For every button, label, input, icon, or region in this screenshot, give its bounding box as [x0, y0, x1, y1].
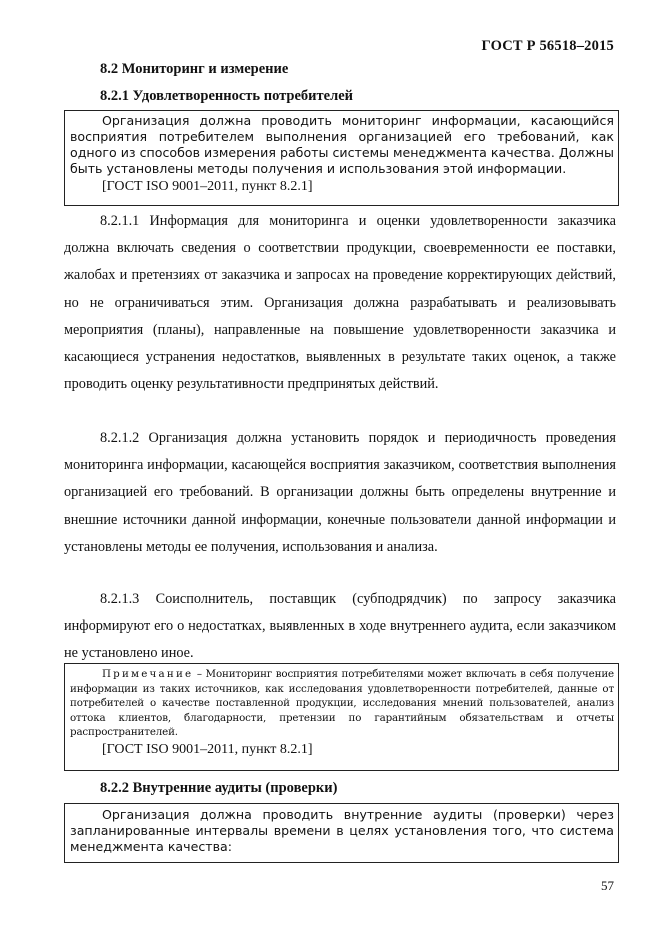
subsection-heading-8-2-1: 8.2.1 Удовлетворенность потребителей — [100, 88, 354, 104]
note-citation: [ГОСТ ISO 9001–2011, пункт 8.2.1] — [102, 741, 313, 757]
paragraph-8-2-1-2: 8.2.1.2 Организация должна установить порядок и периодичность проведения мониторинга информации, касающейся восприятия заказчиком, соответствия выполнения организацией его требований. В организации должны быть определены внутренние и внешние источники данной информации, конечные пользователи данной информации и установлены методы ее получения, использования и анализа. — [64, 430, 616, 555]
quoted-requirement-box — [64, 110, 619, 206]
paragraph-8-2-1-1: 8.2.1.1 Информация для мониторинга и оценки удовлетворенности заказчика должна включать сведения о соответствии продукции, своевременности ее поставки, жалобах и претензиях от заказчика и запросах на проведение корректирующих действий, но не ограничиваться этим. Организация должна разрабатывать и реализовывать мероприятия (планы), направленные на повышение удовлетворенности заказчика и касающиеся устранения недостатков, выявленных в результате таких оценок, а также проводить оценку результативности предпринятых действий. — [64, 213, 616, 393]
quoted-requirement-text: Организация должна проводить мониторинг информации, касающийся восприятия потребителем выполнения организацией его требований, как одного из способов измерения работы системы менеджмента качества. Должны быть установлены методы получения и использования этой информации. — [70, 113, 614, 176]
paragraph-8-2-1-3: 8.2.1.3 Соисполнитель, поставщик (субподрядчик) по запросу заказчика информируют его о недостатках, выявленных в ходе внутреннего аудита, если заказчиком не установлено иное. — [64, 591, 616, 662]
page-number: 57 — [601, 878, 614, 893]
note-paragraph — [70, 667, 614, 740]
note-label: Примечание — [102, 668, 194, 680]
quoted-audit-requirement-text: Организация должна проводить внутренние аудиты (проверки) через запланированные интервалы времени в целях установления того, что система менеджмента качества: — [70, 807, 614, 854]
note-text: – Мониторинг восприятия потребителями может включать в себя получение информации из таких источников, как исследования удовлетворенности потребителей, данные от потребителей о качестве поставленной продукции, исследования мнений пользователей, анализ оттока клиентов, благодарности, претензии по гарантийным обязательствам и отчеты распространителей. — [70, 668, 614, 738]
section-heading: 8.2 Мониторинг и измерение — [100, 61, 289, 77]
quoted-audit-requirement-box — [64, 803, 619, 863]
quoted-requirement-citation: [ГОСТ ISO 9001–2011, пункт 8.2.1] — [102, 179, 313, 194]
note-box — [64, 663, 619, 771]
document-code-header: ГОСТ Р 56518–2015 — [481, 38, 614, 54]
subsection-heading-8-2-2: 8.2.2 Внутренние аудиты (проверки) — [100, 780, 338, 796]
